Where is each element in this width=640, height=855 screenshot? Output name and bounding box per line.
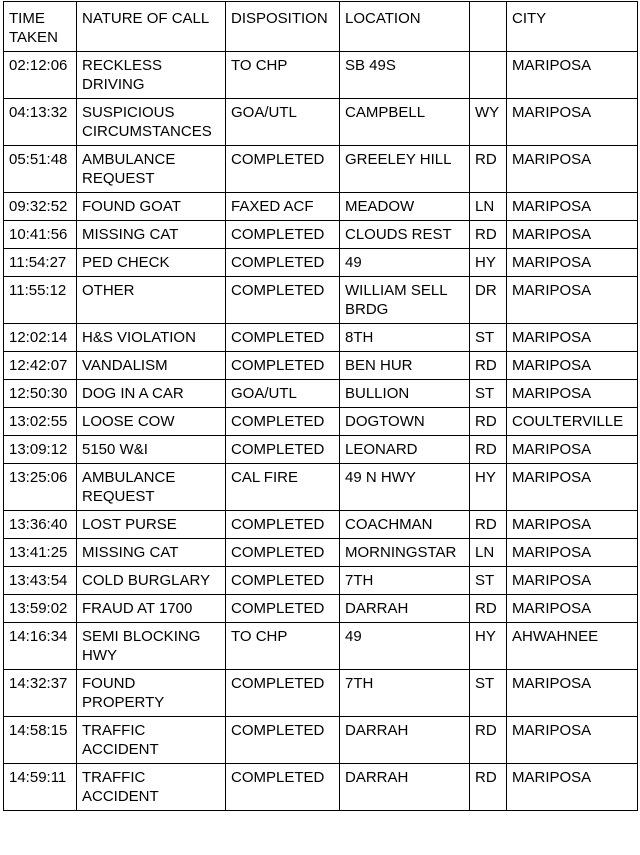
city-cell: MARIPOSA [507, 193, 638, 221]
street-suffix-cell: ST [470, 567, 507, 595]
street-suffix-cell [470, 52, 507, 99]
time-cell: 12:42:07 [4, 352, 77, 380]
time-cell: 13:59:02 [4, 595, 77, 623]
header-city: CITY [507, 2, 638, 52]
nature-of-call-cell: VANDALISM [77, 352, 226, 380]
table-row [4, 380, 638, 408]
street-suffix-cell: ST [470, 324, 507, 352]
disposition-cell: COMPLETED [226, 221, 340, 249]
city-cell: MARIPOSA [507, 764, 638, 811]
table-row [4, 670, 638, 717]
time-cell: 14:16:34 [4, 623, 77, 670]
time-cell: 14:59:11 [4, 764, 77, 811]
time-cell: 10:41:56 [4, 221, 77, 249]
nature-of-call-cell: SEMI BLOCKING HWY [77, 623, 226, 670]
table-row [4, 539, 638, 567]
table-row [4, 764, 638, 811]
city-cell: MARIPOSA [507, 221, 638, 249]
table-row [4, 595, 638, 623]
disposition-cell: COMPLETED [226, 249, 340, 277]
table-row [4, 193, 638, 221]
time-cell: 12:50:30 [4, 380, 77, 408]
header-street-suffix [470, 2, 507, 52]
nature-of-call-cell: FRAUD AT 1700 [77, 595, 226, 623]
city-cell: MARIPOSA [507, 595, 638, 623]
location-cell: WILLIAM SELL BRDG [340, 277, 470, 324]
street-suffix-cell: WY [470, 99, 507, 146]
disposition-cell: TO CHP [226, 623, 340, 670]
nature-of-call-cell: FOUND PROPERTY [77, 670, 226, 717]
nature-of-call-cell: FOUND GOAT [77, 193, 226, 221]
location-cell: SB 49S [340, 52, 470, 99]
disposition-cell: COMPLETED [226, 764, 340, 811]
street-suffix-cell: HY [470, 623, 507, 670]
time-cell: 14:58:15 [4, 717, 77, 764]
street-suffix-cell: HY [470, 249, 507, 277]
nature-of-call-cell: SUSPICIOUS CIRCUMSTANCES [77, 99, 226, 146]
table-row [4, 249, 638, 277]
city-cell: MARIPOSA [507, 99, 638, 146]
nature-of-call-cell: COLD BURGLARY [77, 567, 226, 595]
table-row [4, 717, 638, 764]
disposition-cell: GOA/UTL [226, 99, 340, 146]
time-cell: 11:55:12 [4, 277, 77, 324]
disposition-cell: FAXED ACF [226, 193, 340, 221]
city-cell: MARIPOSA [507, 511, 638, 539]
city-cell: MARIPOSA [507, 464, 638, 511]
time-cell: 04:13:32 [4, 99, 77, 146]
header-location: LOCATION [340, 2, 470, 52]
nature-of-call-cell: MISSING CAT [77, 539, 226, 567]
time-cell: 13:02:55 [4, 408, 77, 436]
time-cell: 05:51:48 [4, 146, 77, 193]
street-suffix-cell: LN [470, 193, 507, 221]
nature-of-call-cell: TRAFFIC ACCIDENT [77, 717, 226, 764]
table-header-row [4, 2, 638, 52]
street-suffix-cell: LN [470, 539, 507, 567]
table-row [4, 99, 638, 146]
nature-of-call-cell: 5150 W&I [77, 436, 226, 464]
table-row [4, 52, 638, 99]
nature-of-call-cell: AMBULANCE REQUEST [77, 464, 226, 511]
street-suffix-cell: ST [470, 380, 507, 408]
location-cell: 7TH [340, 670, 470, 717]
street-suffix-cell: RD [470, 764, 507, 811]
city-cell: MARIPOSA [507, 324, 638, 352]
nature-of-call-cell: LOOSE COW [77, 408, 226, 436]
time-cell: 13:09:12 [4, 436, 77, 464]
table-row [4, 324, 638, 352]
disposition-cell: COMPLETED [226, 436, 340, 464]
disposition-cell: COMPLETED [226, 324, 340, 352]
location-cell: 49 [340, 249, 470, 277]
nature-of-call-cell: TRAFFIC ACCIDENT [77, 764, 226, 811]
header-nature-of-call: NATURE OF CALL [77, 2, 226, 52]
city-cell: MARIPOSA [507, 249, 638, 277]
disposition-cell: COMPLETED [226, 146, 340, 193]
location-cell: CLOUDS REST [340, 221, 470, 249]
street-suffix-cell: ST [470, 670, 507, 717]
time-cell: 13:43:54 [4, 567, 77, 595]
location-cell: COACHMAN [340, 511, 470, 539]
nature-of-call-cell: H&S VIOLATION [77, 324, 226, 352]
time-cell: 13:36:40 [4, 511, 77, 539]
time-cell: 02:12:06 [4, 52, 77, 99]
location-cell: LEONARD [340, 436, 470, 464]
street-suffix-cell: RD [470, 436, 507, 464]
city-cell: MARIPOSA [507, 436, 638, 464]
location-cell: MORNINGSTAR [340, 539, 470, 567]
location-cell: CAMPBELL [340, 99, 470, 146]
time-cell: 13:25:06 [4, 464, 77, 511]
disposition-cell: GOA/UTL [226, 380, 340, 408]
city-cell: MARIPOSA [507, 52, 638, 99]
disposition-cell: COMPLETED [226, 511, 340, 539]
nature-of-call-cell: LOST PURSE [77, 511, 226, 539]
street-suffix-cell: RD [470, 511, 507, 539]
nature-of-call-cell: AMBULANCE REQUEST [77, 146, 226, 193]
location-cell: BULLION [340, 380, 470, 408]
disposition-cell: CAL FIRE [226, 464, 340, 511]
location-cell: 49 [340, 623, 470, 670]
location-cell: DARRAH [340, 717, 470, 764]
table-row [4, 146, 638, 193]
location-cell: DOGTOWN [340, 408, 470, 436]
street-suffix-cell: RD [470, 221, 507, 249]
nature-of-call-cell: OTHER [77, 277, 226, 324]
disposition-cell: COMPLETED [226, 539, 340, 567]
time-cell: 12:02:14 [4, 324, 77, 352]
table-row [4, 623, 638, 670]
table-row [4, 277, 638, 324]
header-time-taken: TIME TAKEN [4, 2, 77, 52]
city-cell: MARIPOSA [507, 670, 638, 717]
table-row [4, 408, 638, 436]
disposition-cell: COMPLETED [226, 717, 340, 764]
disposition-cell: TO CHP [226, 52, 340, 99]
location-cell: MEADOW [340, 193, 470, 221]
city-cell: MARIPOSA [507, 380, 638, 408]
header-disposition: DISPOSITION [226, 2, 340, 52]
disposition-cell: COMPLETED [226, 567, 340, 595]
street-suffix-cell: RD [470, 595, 507, 623]
location-cell: GREELEY HILL [340, 146, 470, 193]
disposition-cell: COMPLETED [226, 670, 340, 717]
location-cell: BEN HUR [340, 352, 470, 380]
disposition-cell: COMPLETED [226, 408, 340, 436]
table-row [4, 567, 638, 595]
location-cell: 7TH [340, 567, 470, 595]
city-cell: MARIPOSA [507, 352, 638, 380]
street-suffix-cell: RD [470, 146, 507, 193]
table-row [4, 464, 638, 511]
table-row [4, 221, 638, 249]
nature-of-call-cell: RECKLESS DRIVING [77, 52, 226, 99]
nature-of-call-cell: MISSING CAT [77, 221, 226, 249]
location-cell: 49 N HWY [340, 464, 470, 511]
location-cell: 8TH [340, 324, 470, 352]
call-log-table [3, 1, 638, 811]
city-cell: COULTERVILLE [507, 408, 638, 436]
table-row [4, 436, 638, 464]
city-cell: MARIPOSA [507, 567, 638, 595]
disposition-cell: COMPLETED [226, 595, 340, 623]
city-cell: MARIPOSA [507, 277, 638, 324]
disposition-cell: COMPLETED [226, 352, 340, 380]
table-row [4, 352, 638, 380]
disposition-cell: COMPLETED [226, 277, 340, 324]
street-suffix-cell: DR [470, 277, 507, 324]
location-cell: DARRAH [340, 595, 470, 623]
time-cell: 13:41:25 [4, 539, 77, 567]
location-cell: DARRAH [340, 764, 470, 811]
time-cell: 14:32:37 [4, 670, 77, 717]
time-cell: 11:54:27 [4, 249, 77, 277]
street-suffix-cell: RD [470, 717, 507, 764]
time-cell: 09:32:52 [4, 193, 77, 221]
street-suffix-cell: RD [470, 352, 507, 380]
table-row [4, 511, 638, 539]
street-suffix-cell: RD [470, 408, 507, 436]
city-cell: MARIPOSA [507, 539, 638, 567]
city-cell: AHWAHNEE [507, 623, 638, 670]
nature-of-call-cell: DOG IN A CAR [77, 380, 226, 408]
street-suffix-cell: HY [470, 464, 507, 511]
city-cell: MARIPOSA [507, 717, 638, 764]
city-cell: MARIPOSA [507, 146, 638, 193]
nature-of-call-cell: PED CHECK [77, 249, 226, 277]
